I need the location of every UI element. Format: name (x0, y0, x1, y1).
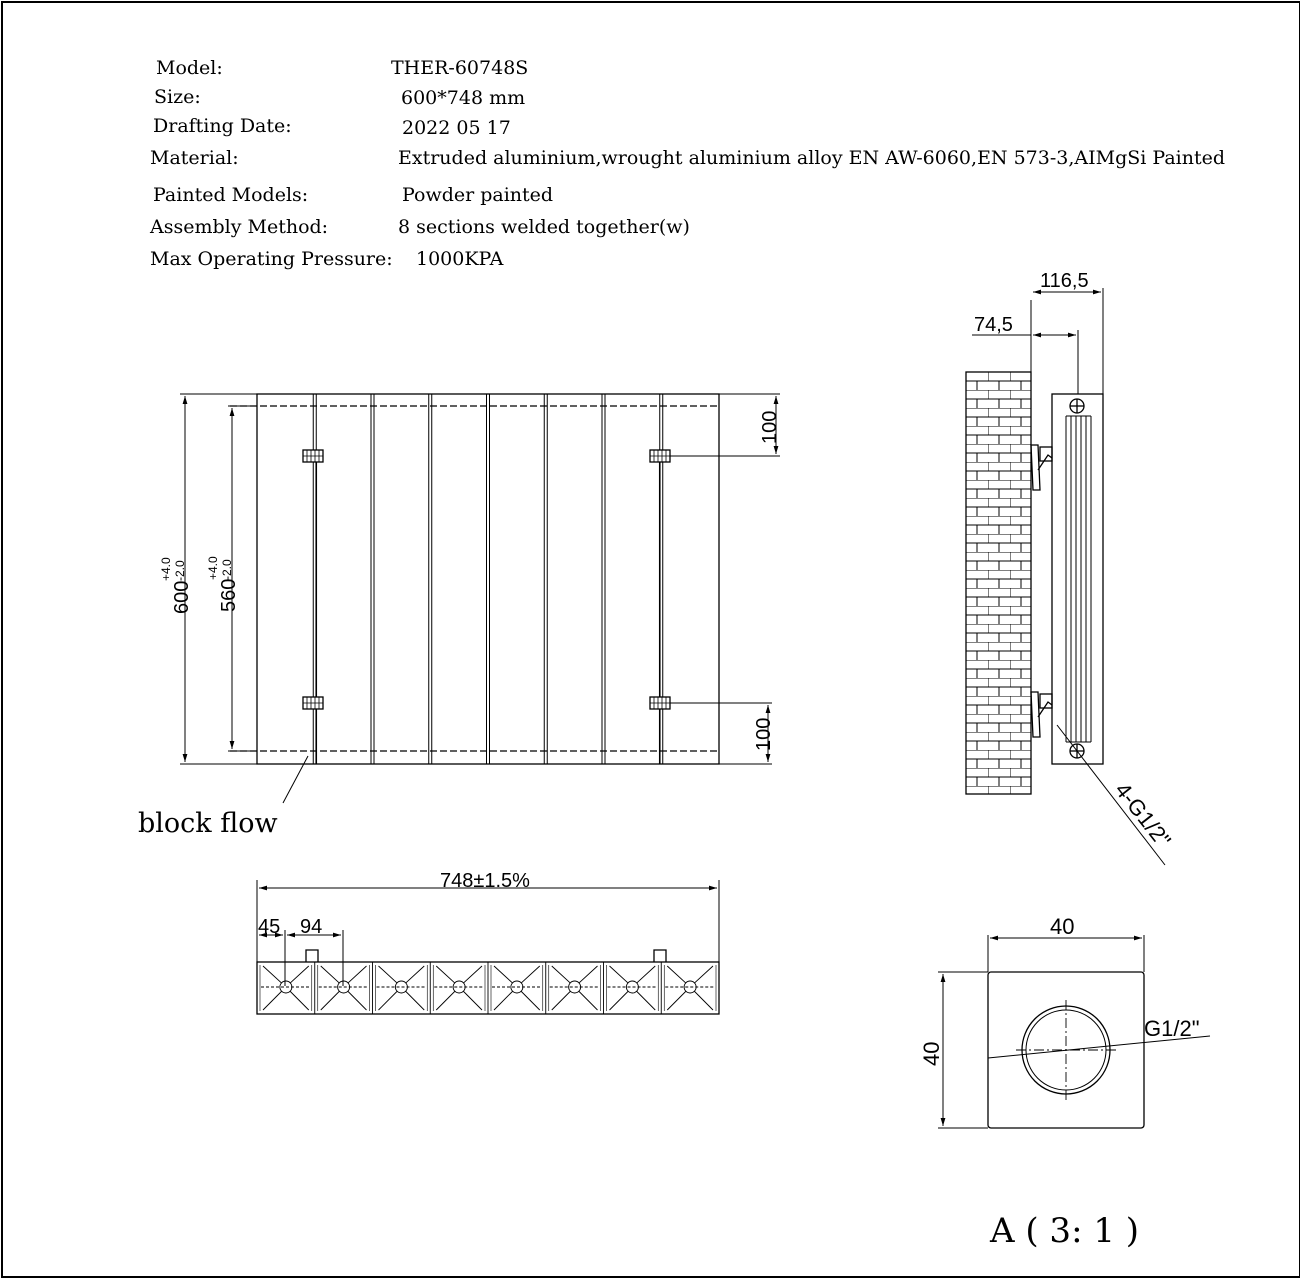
bottom-offset-label: 100 (753, 717, 775, 751)
brick-wall (966, 372, 1031, 794)
side-bracket-bottom (1031, 692, 1052, 737)
section-dividers (313, 394, 663, 764)
top-bracket-left (306, 950, 318, 962)
block-flow-label: block flow (138, 808, 278, 839)
radiator-side-outline (1052, 394, 1103, 764)
painted-label: Painted Models: (153, 184, 309, 206)
top-section-cell (604, 962, 659, 1014)
radiator-fins (1066, 416, 1091, 742)
top-offset-label: 100 (759, 410, 781, 444)
top-section-cell (546, 962, 601, 1014)
port-label: 4-G1/2" (1110, 777, 1176, 853)
detail-width-label: 40 (1050, 914, 1075, 939)
top-section-cell (260, 965, 312, 1011)
size-label: Size: (154, 86, 201, 108)
painted-value: Powder painted (402, 184, 554, 206)
date-value: 2022 05 17 (402, 117, 511, 139)
top-section-cell (315, 962, 370, 1014)
height-tol-lower: -2.0 (173, 560, 187, 581)
port-top-icon (1070, 399, 1084, 413)
height-tol-upper: +4.0 (159, 557, 173, 581)
top-section-cell (430, 962, 485, 1014)
assembly-label: Assembly Method: (150, 216, 329, 238)
pressure-value: 1000KPA (416, 248, 504, 270)
depth-wall-label: 74,5 (974, 314, 1013, 336)
top-section-cell (488, 962, 543, 1014)
wall-bracket-bottom-left (303, 697, 323, 709)
top-section-cells (260, 962, 716, 1014)
wall-bracket-top-left (303, 450, 323, 462)
material-label: Material: (150, 147, 239, 169)
front-view (180, 394, 780, 803)
date-label: Drafting Date: (153, 115, 292, 137)
wall-bracket-bottom-right (650, 697, 670, 709)
model-label: Model: (156, 57, 223, 79)
first-offset-label: 45 (258, 916, 281, 938)
port-leader (1057, 725, 1165, 865)
material-value: Extruded aluminium,wrought aluminium alloy EN AW-6060,EN 573-3,AIMgSi Painted (398, 147, 1226, 169)
detail-height-label: 40 (919, 1041, 944, 1066)
height-dimension-label: 600 (171, 580, 193, 614)
side-view (966, 288, 1165, 865)
inner-tol-upper: +4.0 (206, 556, 220, 580)
pitch-label: 94 (300, 916, 323, 938)
assembly-value: 8 sections welded together(w) (398, 216, 690, 238)
scale-label: A ( 3: 1 ) (990, 1211, 1140, 1251)
block-flow-leader (283, 756, 308, 803)
size-value: 600*748 mm (401, 87, 526, 109)
top-width-label: 748±1.5% (440, 870, 530, 892)
inner-height-dimension-label: 560 (218, 578, 240, 612)
top-view (257, 880, 719, 1014)
top-section-cell (661, 962, 716, 1014)
model-value: THER-60748S (391, 57, 529, 79)
pressure-label: Max Operating Pressure: (150, 248, 393, 270)
side-bracket-top (1031, 445, 1052, 490)
top-bracket-right (654, 950, 666, 962)
top-section-cell (373, 962, 428, 1014)
thread-label: G1/2" (1144, 1016, 1200, 1041)
depth-total-label: 116,5 (1040, 270, 1089, 292)
inner-tol-lower: -2.0 (220, 559, 234, 580)
wall-bracket-top-right (650, 450, 670, 462)
